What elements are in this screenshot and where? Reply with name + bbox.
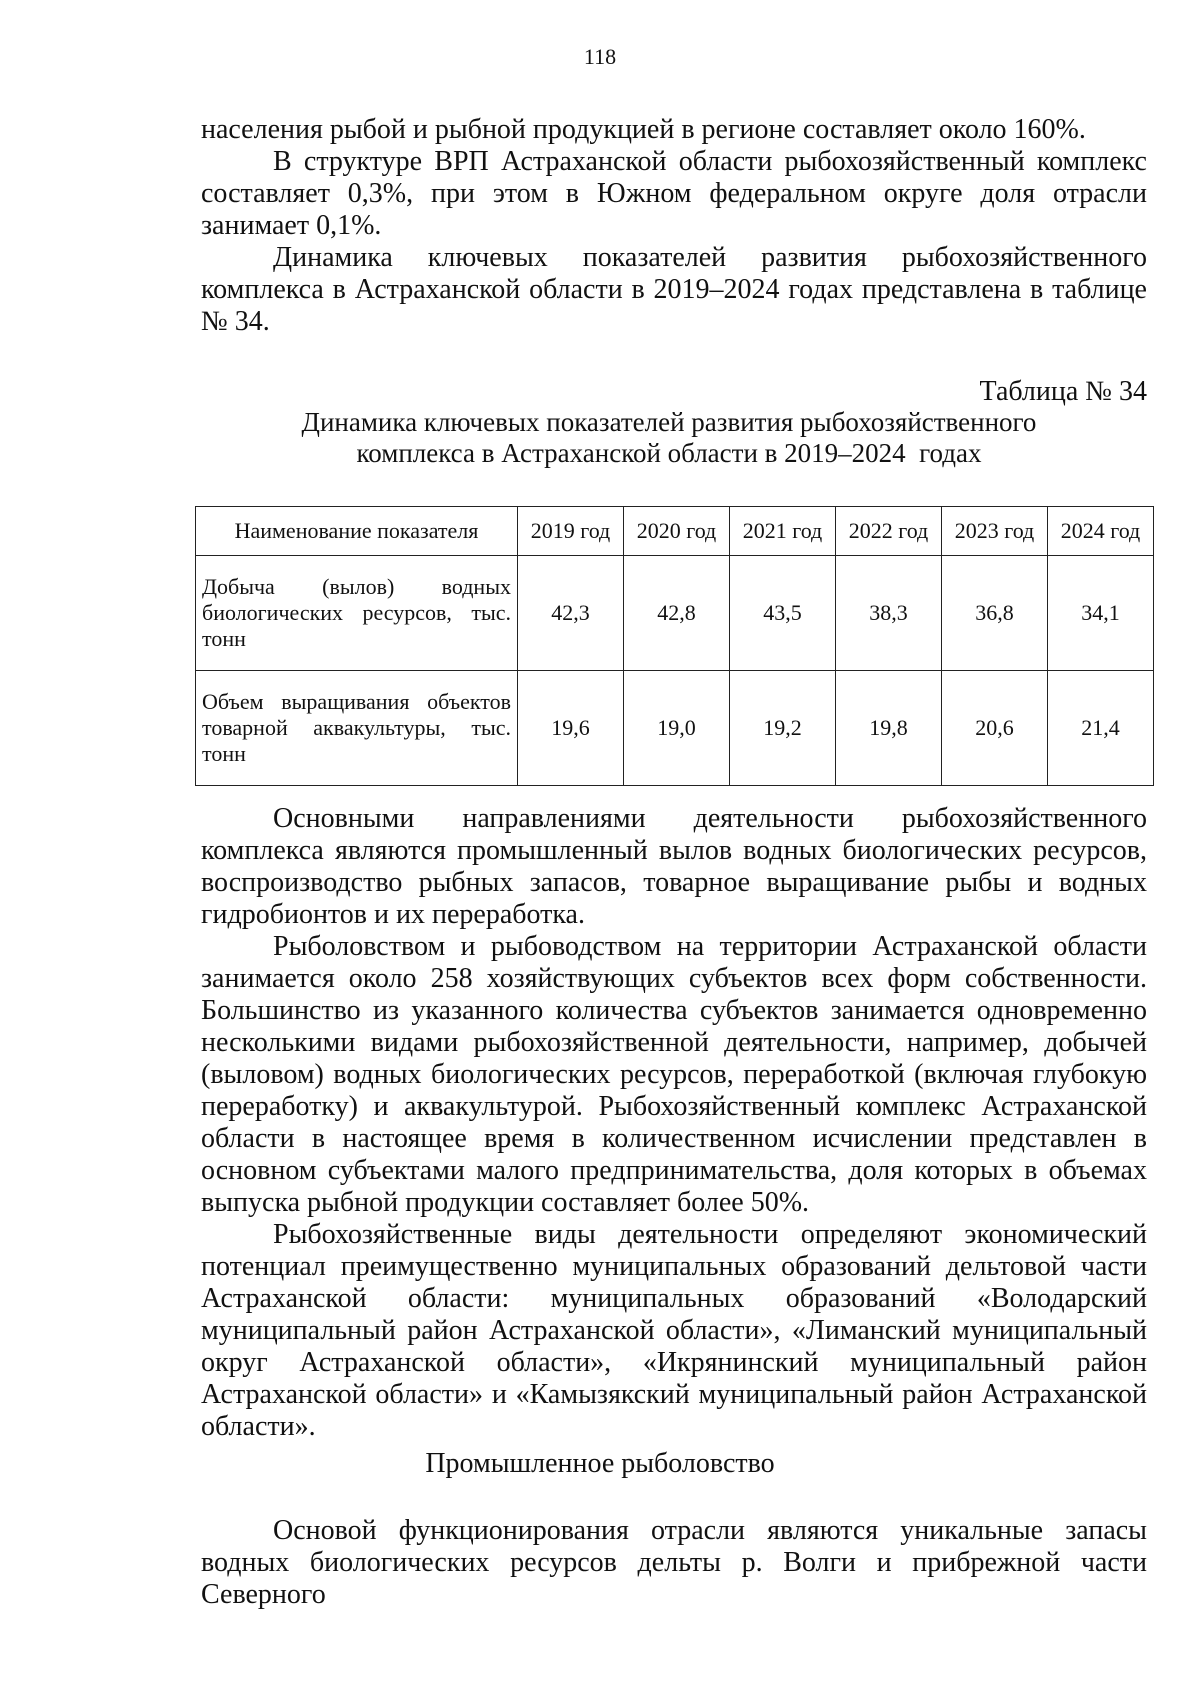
header-year: 2019 год — [518, 507, 624, 556]
body-paragraph-1: Основными направлениями деятельности рыбохозяйственного комплекса являются промышленный вылов водных биологических ресурсов, воспроизводство рыбных запасов, товарное выращивание рыбы и водных гидробионтов и их переработка. — [201, 803, 1147, 930]
header-year: 2023 год — [942, 507, 1048, 556]
intro-paragraph-3: Динамика ключевых показателей развития рыбохозяйственного комплекса в Астраханской области в 2019–2024 годах представлена в таблице № 34. — [201, 242, 1147, 337]
table-cell: 20,6 — [942, 671, 1048, 786]
table-cell: 19,6 — [518, 671, 624, 786]
body-text — [201, 803, 1147, 1443]
table-cell: 19,2 — [730, 671, 836, 786]
table-cell: 42,8 — [624, 556, 730, 671]
table-cell: 21,4 — [1048, 671, 1154, 786]
header-year: 2024 год — [1048, 507, 1154, 556]
table-title-line-2: комплекса в Астраханской области в 2019–2024 годах — [356, 438, 982, 468]
header-year: 2020 год — [624, 507, 730, 556]
table-label: Таблица № 34 — [979, 376, 1147, 407]
final-paragraph: Основой функционирования отрасли являются уникальные запасы водных биологических ресурсов дельты р. Волги и прибрежной части Северного — [201, 1515, 1147, 1610]
row-indicator-name: Объем выращивания объектов товарной аквакультуры, тыс. тонн — [196, 671, 518, 786]
table-row — [196, 556, 1154, 671]
body-paragraph-2: Рыболовством и рыбоводством на территории Астраханской области занимается около 258 хозяйствующих субъектов всех форм собственности. Большинство из указанного количества субъектов занимается одновременно несколькими видами рыбохозяйственной деятельности, например, добычей (выловом) водных биологических ресурсов, переработкой (включая глубокую переработку) и аквакультурой. Рыбохозяйственный комплекс Астраханской области в настоящее время в количественном исчислении представлен в основном субъектами малого предпринимательства, доля которых в объемах выпуска рыбной продукции составляет более 50%. — [201, 931, 1147, 1218]
header-year: 2022 год — [836, 507, 942, 556]
row-indicator-name: Добыча (вылов) водных биологических ресурсов, тыс. тонн — [196, 556, 518, 671]
table-title-line-1: Динамика ключевых показателей развития рыбохозяйственного — [301, 407, 1037, 437]
header-year: 2021 год — [730, 507, 836, 556]
indicators-table — [195, 506, 1154, 786]
table-cell: 38,3 — [836, 556, 942, 671]
intro-text — [201, 114, 1147, 338]
final-text — [201, 1515, 1147, 1611]
table-header-row — [196, 507, 1154, 556]
table-cell: 34,1 — [1048, 556, 1154, 671]
table-cell: 42,3 — [518, 556, 624, 671]
table-row — [196, 671, 1154, 786]
header-indicator-name: Наименование показателя — [196, 507, 518, 556]
section-heading: Промышленное рыболовство — [425, 1448, 775, 1479]
page-number: 118 — [583, 44, 617, 69]
intro-paragraph-1: населения рыбой и рыбной продукцией в регионе составляет около 160%. — [201, 114, 1086, 145]
table-cell: 19,8 — [836, 671, 942, 786]
table-cell: 43,5 — [730, 556, 836, 671]
intro-paragraph-2: В структуре ВРП Астраханской области рыбохозяйственный комплекс составляет 0,3%, при этом в Южном федеральном округе доля отрасли занимает 0,1%. — [201, 146, 1147, 241]
table-cell: 36,8 — [942, 556, 1048, 671]
table-title — [196, 407, 1142, 469]
table-cell: 19,0 — [624, 671, 730, 786]
body-paragraph-3: Рыбохозяйственные виды деятельности определяют экономический потенциал преимущественно муниципальных образований дельтовой части Астраханской области: муниципальных образований «Володарский муниципальный район Астраханской области», «Лиманский муниципальный округ Астраханской области», «Икрянинский муниципальный район Астраханской области» и «Камызякский муниципальный район Астраханской области». — [201, 1219, 1147, 1442]
